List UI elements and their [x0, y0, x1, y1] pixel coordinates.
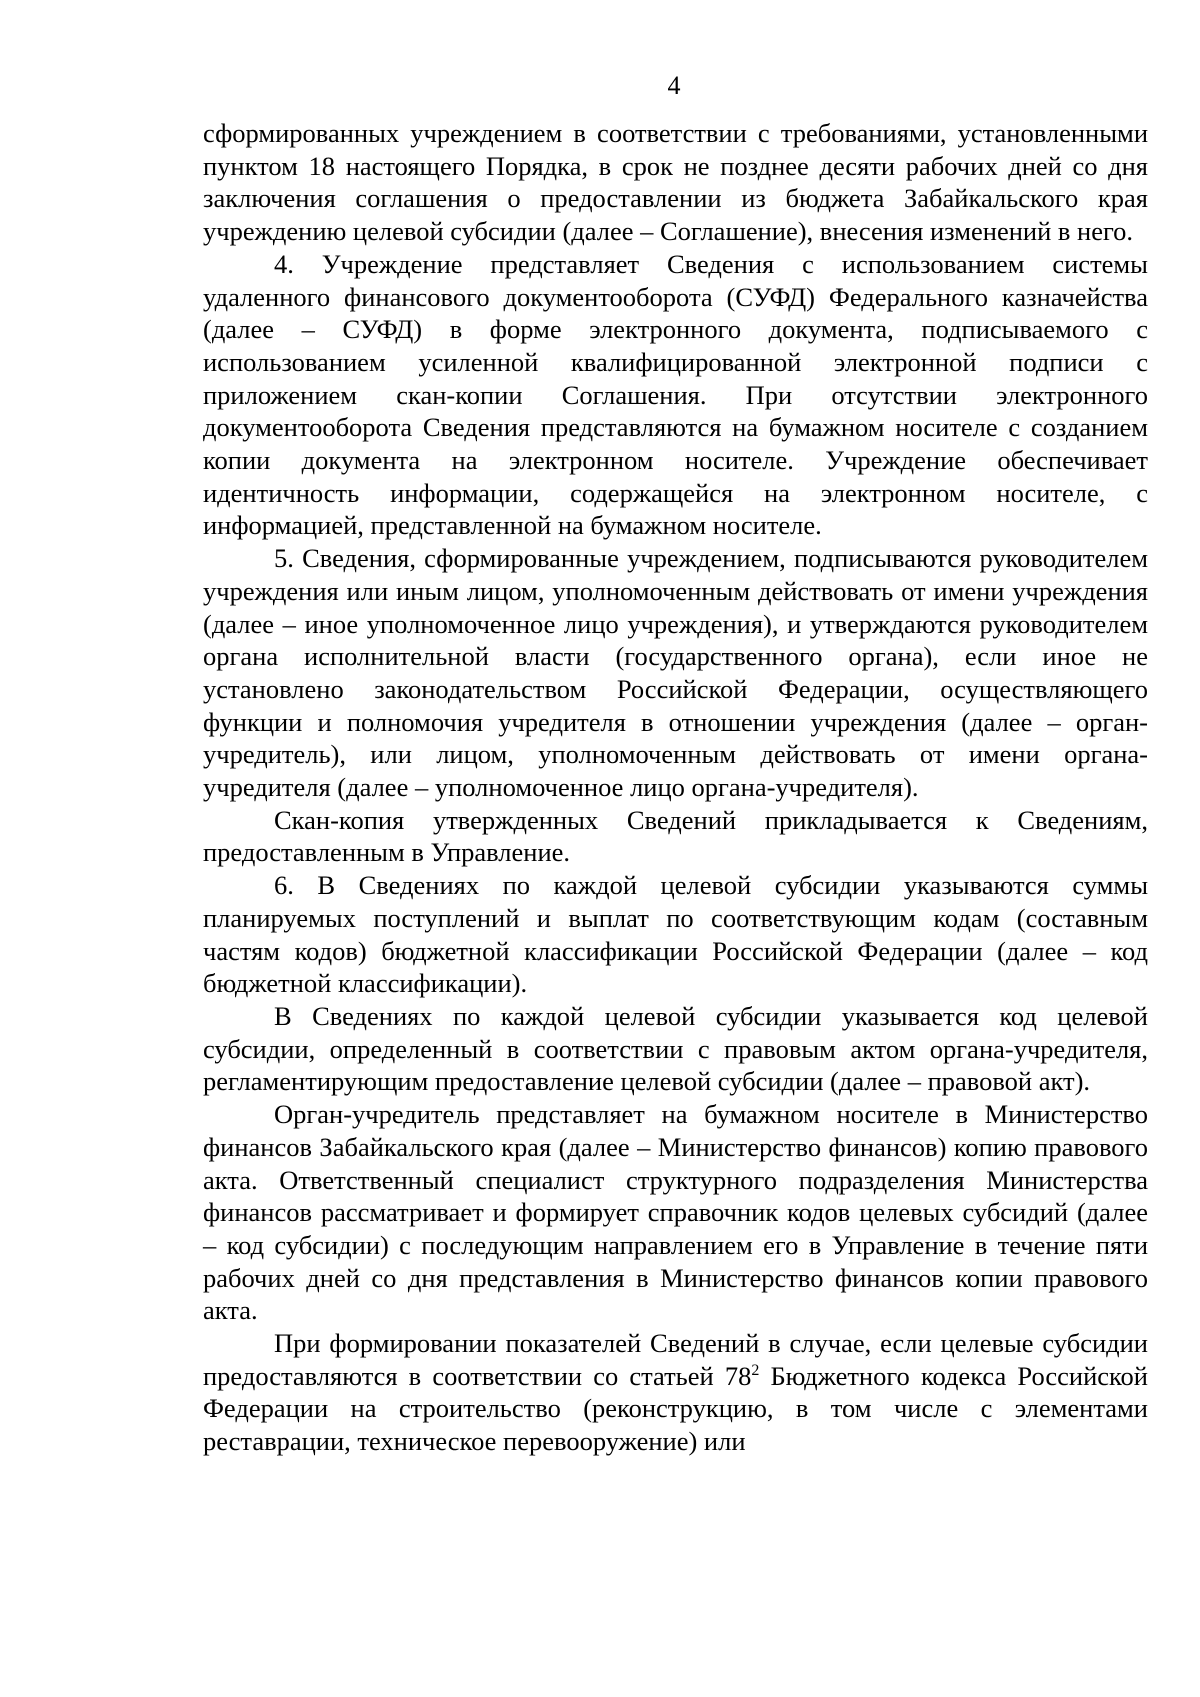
- paragraph-2: 4. Учреждение представляет Сведения с использованием системы удаленного финансового документооборота (СУФД) Федерального казначейства (далее – СУФД) в форме электронного документа, подписываемого с использованием усиленной квалифицированной электронной подписи с приложением скан-копии Соглашения. При отсутствии электронного документооборота Сведения представляются на бумажном носителе с созданием копии документа на электронном носителе. Учреждение обеспечивает идентичность информации, содержащейся на электронном носителе, с информацией, представленной на бумажном носителе.: [203, 248, 1148, 541]
- paragraph-3: 5. Сведения, сформированные учреждением, подписываются руководителем учреждения или иным лицом, уполномоченным действовать от имени учреждения (далее – иное уполномоченное лицо учреждения), и утверждаются руководителем органа исполнительной власти (государственного органа), если иное не установлено законодательством Российской Федерации, осуществляющего функции и полномочия учредителя в отношении учреждения (далее – орган-учредитель), или лицом, уполномоченным действовать от имени органа-учредителя (далее – уполномоченное лицо органа-учредителя).: [203, 543, 1148, 803]
- paragraph-8: [203, 1327, 1148, 1458]
- document-body: [203, 117, 1148, 1458]
- paragraph-1: сформированных учреждением в соответствии с требованиями, установленными пунктом 18 настоящего Порядка, в срок не позднее десяти рабочих дней со дня заключения соглашения о предоставлении из бюджета Забайкальского края учреждению целевой субсидии (далее – Соглашение), внесения изменений в него.: [203, 118, 1148, 247]
- paragraph-6: В Сведениях по каждой целевой субсидии указывается код целевой субсидии, определенный в соответствии с правовым актом органа-учредителя, регламентирующим предоставление целевой субсидии (далее – правовой акт).: [203, 1000, 1148, 1097]
- paragraph-8-text-start: При формировании показателей Сведений в случае, если целевые субсидии предоставляются в соответствии со статьей 78: [203, 1328, 1148, 1391]
- paragraph-4: Скан-копия утвержденных Сведений прикладывается к Сведениям, предоставленным в Управление.: [203, 804, 1148, 868]
- paragraph-7: Орган-учредитель представляет на бумажном носителе в Министерство финансов Забайкальского края (далее – Министерство финансов) копию правового акта. Ответственный специалист структурного подразделения Министерства финансов рассматривает и формирует справочник кодов целевых субсидий (далее – код субсидии) с последующим направлением его в Управление в течение пяти рабочих дней со дня представления в Министерство финансов копии правового акта.: [203, 1099, 1148, 1326]
- paragraph-8-text-end: Бюджетного кодекса Российской Федерации на строительство (реконструкцию, в том числе с элементами реставрации, техническое перевооружение) или: [203, 1360, 1148, 1457]
- article-superscript: 2: [751, 1361, 760, 1379]
- page-number: 4: [667, 71, 681, 100]
- paragraph-5: 6. В Сведениях по каждой целевой субсидии указываются суммы планируемых поступлений и выплат по соответствующим кодам (составным частям кодов) бюджетной классификации Российской Федерации (далее – код бюджетной классификации).: [203, 870, 1148, 999]
